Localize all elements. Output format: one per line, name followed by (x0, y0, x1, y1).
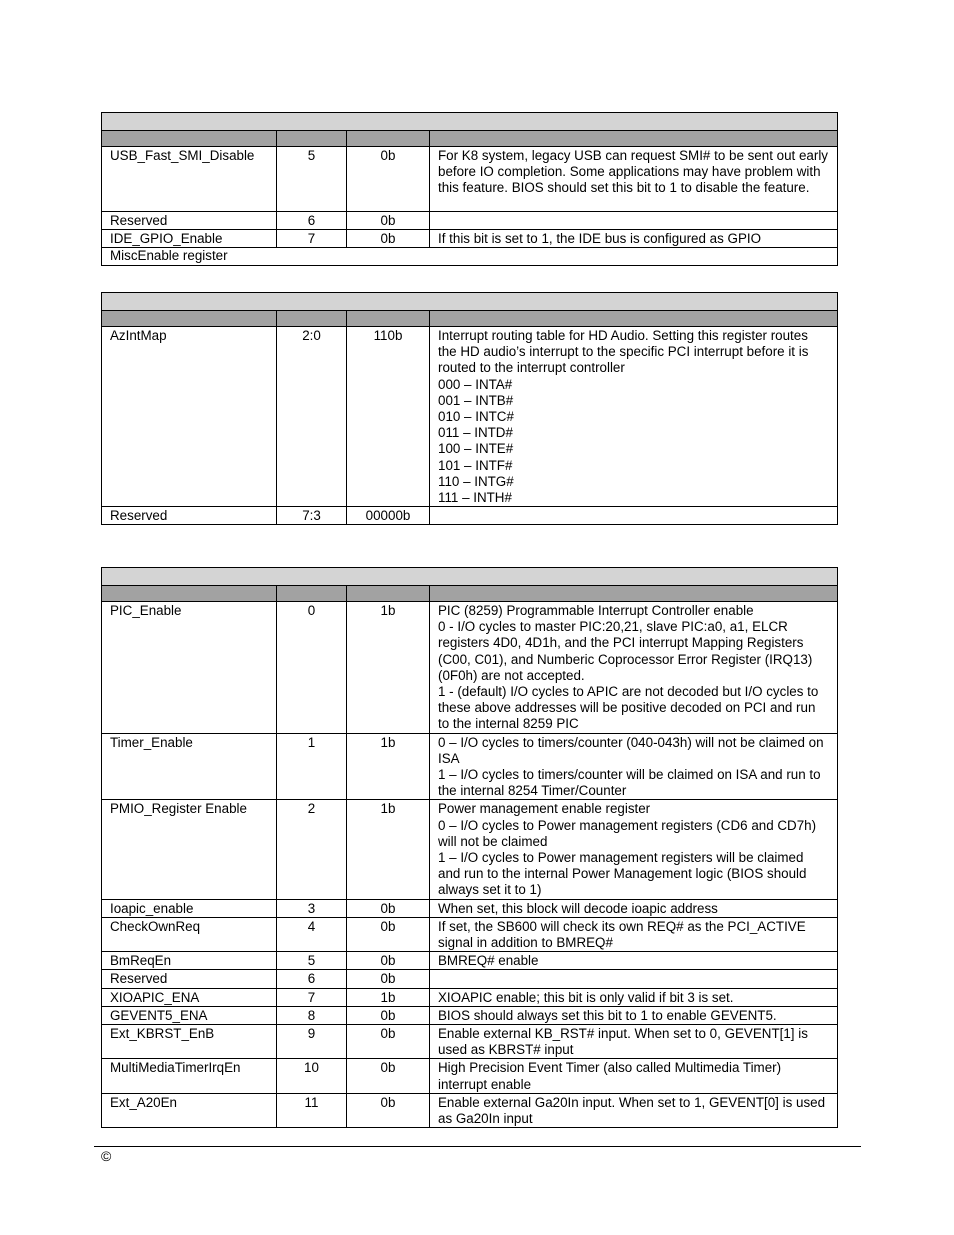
table-row (102, 230, 838, 248)
bits-cell: 6 (277, 212, 347, 230)
bits-cell: 7:3 (277, 507, 347, 525)
description-cell (430, 800, 838, 899)
description-cell (430, 327, 838, 507)
description-line: Enable external KB_RST# input. When set to 0, GEVENT[1] is used as KBRST# input (438, 1026, 808, 1058)
field-name-cell: IDE_GPIO_Enable (102, 230, 277, 248)
description-line: 001 – INTB# (438, 392, 514, 408)
description-line: 1 – I/O cycles to timers/counter will be claimed on ISA and run to the internal 8254 Timer/Counter (438, 767, 821, 799)
description-line: High Precision Event Timer (also called Multimedia Timer) interrupt enable (438, 1060, 782, 1092)
misc-enable-register-table (101, 112, 838, 266)
description-line: If set, the SB600 will check its own REQ# as the PCI_ACTIVE signal in addition to BMREQ# (438, 918, 806, 951)
table-row (102, 147, 838, 212)
description-line: PIC (8259) Programmable Interrupt Controller enable (438, 603, 754, 618)
description-cell (430, 1025, 838, 1059)
default-cell: 1b (347, 733, 430, 800)
description-cell (430, 230, 838, 248)
table-row (102, 327, 838, 507)
table-row (102, 1059, 838, 1093)
description-line: 110 – INTG# (438, 473, 514, 489)
field-name-cell: GEVENT5_ENA (102, 1006, 277, 1024)
az-int-map-register-table (101, 292, 838, 525)
description-line: 0 - I/O cycles to master PIC:20,21, slave PIC:a0, a1, ELCR registers 4D0, 4D1h, and the PCI interrupt Mapping Registers (C00, C01), and Numberic Coprocessor Error Register (IRQ13) (0F0h) are not accepted. (438, 619, 813, 683)
description-cell (430, 602, 838, 734)
description-line: 010 – INTC# (438, 409, 514, 425)
bits-cell: 7 (277, 988, 347, 1006)
table-row (102, 988, 838, 1006)
description-line: XIOAPIC enable; this bit is only valid if bit 3 is set. (438, 989, 734, 1005)
default-cell: 0b (347, 147, 430, 212)
default-cell: 0b (347, 899, 430, 917)
field-name-cell: Reserved (102, 507, 277, 525)
bits-cell: 7 (277, 230, 347, 248)
description-line: Enable external Ga20In input. When set to 1, GEVENT[0] is used as Ga20In input (438, 1094, 826, 1127)
description-cell (430, 507, 838, 525)
table-row (102, 507, 838, 525)
description-line: BMREQ# enable (438, 953, 539, 969)
description-line: 111 – INTH# (438, 490, 512, 506)
description-cell (430, 899, 838, 917)
field-name-cell: Timer_Enable (102, 733, 277, 800)
default-cell: 0b (347, 1059, 430, 1093)
bits-cell: 2 (277, 800, 347, 899)
field-name-cell: Ext_A20En (102, 1093, 277, 1127)
bits-cell: 6 (277, 970, 347, 988)
default-cell: 0b (347, 970, 430, 988)
field-name-cell: BmReqEn (102, 952, 277, 970)
table-title-bar (102, 113, 838, 131)
description-cell (430, 988, 838, 1006)
bits-cell: 5 (277, 147, 347, 212)
field-name-cell: Ext_KBRST_EnB (102, 1025, 277, 1059)
field-name-cell: Reserved (102, 970, 277, 988)
default-cell: 1b (347, 988, 430, 1006)
description-line: Power management enable register (438, 801, 651, 817)
bits-cell: 4 (277, 917, 347, 951)
table-title-bar (102, 293, 838, 311)
description-line: 0 – I/O cycles to Power management registers (CD6 and CD7h) will not be claimed (438, 817, 817, 849)
description-line: 000 – INTA# (438, 376, 513, 392)
description-line: 101 – INTF# (438, 457, 513, 473)
bits-cell: 0 (277, 602, 347, 734)
table-row (102, 1006, 838, 1024)
field-name-cell: AzIntMap (102, 327, 277, 507)
bits-cell: 9 (277, 1025, 347, 1059)
description-cell (430, 733, 838, 800)
field-name-cell: XIOAPIC_ENA (102, 988, 277, 1006)
default-cell: 0b (347, 212, 430, 230)
description-line: Interrupt routing table for HD Audio. Setting this register routes the HD audio’s interrupt to the specific PCI interrupt before it is routed to the interrupt controller (438, 328, 809, 376)
table-row (102, 733, 838, 800)
default-cell: 110b (347, 327, 430, 507)
table-header-row (102, 311, 838, 327)
default-cell: 0b (347, 952, 430, 970)
field-name-cell: PMIO_Register Enable (102, 800, 277, 899)
field-name-cell: Reserved (102, 212, 277, 230)
description-line: 0 – I/O cycles to timers/counter (040-043h) will not be claimed on ISA (438, 734, 824, 766)
description-cell (430, 1093, 838, 1127)
description-line: 1 – I/O cycles to Power management registers will be claimed and run to the internal Power Management logic (BIOS should always set it to 1) (438, 850, 807, 898)
table-header-row (102, 131, 838, 147)
description-cell (430, 917, 838, 951)
table-title-bar (102, 568, 838, 586)
description-line: If this bit is set to 1, the IDE bus is configured as GPIO (438, 231, 762, 247)
default-cell: 0b (347, 1006, 430, 1024)
default-cell: 0b (347, 1025, 430, 1059)
default-cell: 0b (347, 1093, 430, 1127)
description-line: 011 – INTD# (438, 425, 513, 441)
bits-cell: 3 (277, 899, 347, 917)
description-cell (430, 147, 838, 212)
table-row (102, 970, 838, 988)
default-cell: 1b (347, 602, 430, 734)
description-line: When set, this block will decode ioapic address (438, 900, 718, 916)
bits-cell: 2:0 (277, 327, 347, 507)
default-cell: 0b (347, 917, 430, 951)
description-cell (430, 212, 838, 230)
table-row (102, 952, 838, 970)
field-name-cell: PIC_Enable (102, 602, 277, 734)
field-name-cell: Ioapic_enable (102, 899, 277, 917)
bits-cell: 10 (277, 1059, 347, 1093)
description-line: 1 - (default) I/O cycles to APIC are not decoded but I/O cycles to these above addresses will be positive decoded on PCI and run to the internal 8259 PIC (438, 684, 819, 732)
copyright-symbol: © (101, 1148, 112, 1164)
field-name-cell: MultiMediaTimerIrqEn (102, 1059, 277, 1093)
description-line: For K8 system, legacy USB can request SMI# to be sent out early before IO completion. Some applications may have problem with this feature. BIOS should set this bit to 1 to disable the feature. (438, 148, 828, 196)
bits-cell: 5 (277, 952, 347, 970)
default-cell: 00000b (347, 507, 430, 525)
default-cell: 1b (347, 800, 430, 899)
field-name-cell: CheckOwnReq (102, 917, 277, 951)
footer-rule (94, 1146, 861, 1147)
field-name-cell: USB_Fast_SMI_Disable (102, 147, 277, 212)
table-row (102, 602, 838, 734)
description-cell (430, 1006, 838, 1024)
table-row (102, 899, 838, 917)
table-row (102, 800, 838, 899)
table-row (102, 212, 838, 230)
bits-cell: 8 (277, 1006, 347, 1024)
table-row (102, 1093, 838, 1127)
description-cell (430, 970, 838, 988)
table-footer-row (102, 248, 838, 265)
description-line: 100 – INTE# (438, 441, 514, 457)
table-row (102, 917, 838, 951)
description-cell (430, 952, 838, 970)
bits-cell: 1 (277, 733, 347, 800)
default-cell: 0b (347, 230, 430, 248)
description-line: BIOS should always set this bit to 1 to enable GEVENT5. (438, 1007, 777, 1023)
bits-cell: 11 (277, 1093, 347, 1127)
table-row (102, 1025, 838, 1059)
table-header-row (102, 586, 838, 602)
table-footer-label: MiscEnable register (102, 248, 838, 265)
pic-enable-register-table (101, 567, 838, 1128)
description-cell (430, 1059, 838, 1093)
